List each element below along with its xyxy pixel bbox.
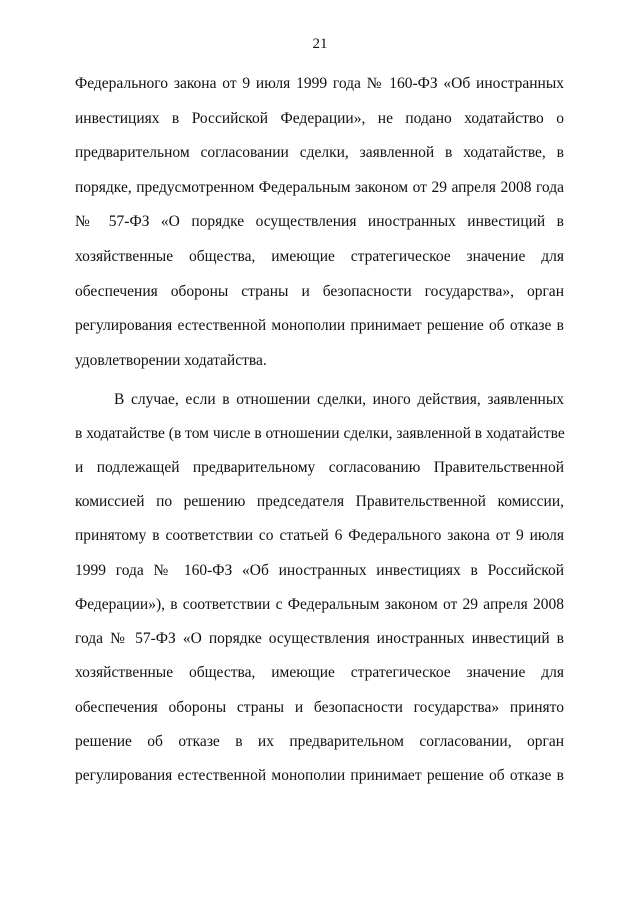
text-line: 1999 года № 160-ФЗ «Об иностранных инвестициях в Российской bbox=[75, 562, 564, 579]
text-line: решение об отказе в их предварительном согласовании, орган bbox=[75, 733, 564, 750]
text-line: инвестициях в Российской Федерации», не подано ходатайство о bbox=[75, 110, 564, 127]
text-line: № 57-ФЗ «О порядке осуществления иностранных инвестиций в bbox=[75, 213, 564, 230]
paragraph-first-line: В случае, если в отношении сделки, иного действия, заявленных bbox=[114, 391, 564, 408]
text-line: хозяйственные общества, имеющие стратегическое значение для bbox=[75, 248, 564, 265]
text-line: хозяйственные общества, имеющие стратегическое значение для bbox=[75, 664, 564, 681]
text-line: удовлетворении ходатайства. bbox=[75, 352, 267, 369]
text-line: обеспечения обороны страны и безопасности государства» принято bbox=[75, 699, 564, 716]
text-line: обеспечения обороны страны и безопасности государства», орган bbox=[75, 283, 564, 300]
text-line: и подлежащей предварительному согласованию Правительственной bbox=[75, 459, 564, 476]
text-line: регулирования естественной монополии принимает решение об отказе в bbox=[75, 767, 564, 784]
text-line: регулирования естественной монополии принимает решение об отказе в bbox=[75, 317, 564, 334]
text-line: комиссией по решению председателя Правительственной комиссии, bbox=[75, 493, 564, 510]
text-line: Федерального закона от 9 июля 1999 года № 160-ФЗ «Об иностранных bbox=[75, 75, 564, 92]
text-line: порядке, предусмотренном Федеральным законом от 29 апреля 2008 года bbox=[75, 179, 564, 196]
text-line: Федерации»), в соответствии с Федеральным законом от 29 апреля 2008 bbox=[75, 596, 564, 613]
text-line: в ходатайстве (в том числе в отношении сделки, заявленной в ходатайстве bbox=[75, 425, 565, 442]
text-line: предварительном согласовании сделки, заявленной в ходатайстве, в bbox=[75, 144, 564, 161]
text-line: принятому в соответствии со статьей 6 Федерального закона от 9 июля bbox=[75, 527, 564, 544]
page-number: 21 bbox=[312, 36, 328, 52]
text-line: года № 57-ФЗ «О порядке осуществления иностранных инвестиций в bbox=[75, 630, 564, 647]
